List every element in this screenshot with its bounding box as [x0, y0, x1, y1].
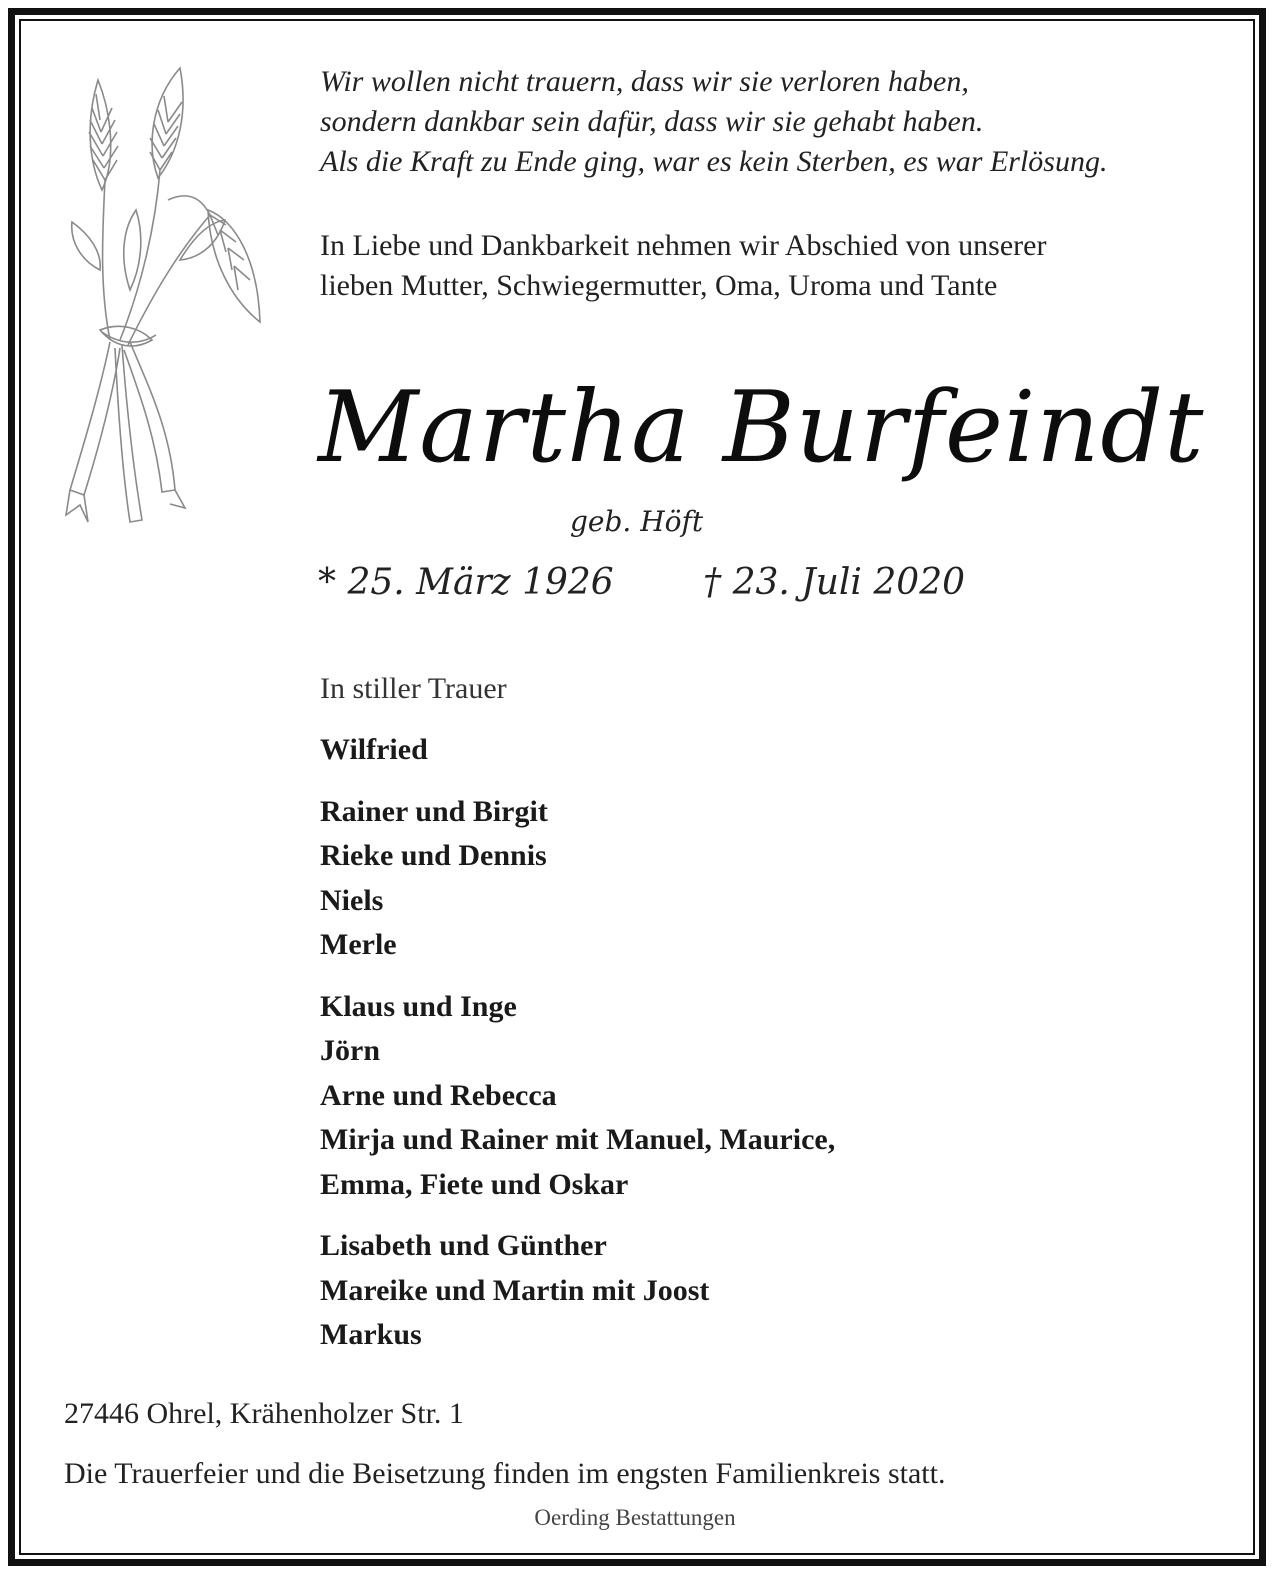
mourner-group	[320, 728, 835, 773]
farewell-text	[320, 226, 1046, 306]
farewell-line: In Liebe und Dankbarkeit nehmen wir Abschied von unserer	[320, 229, 1047, 262]
wheat-sheaf-icon	[60, 60, 270, 530]
poem	[320, 62, 1107, 182]
poem-line: sondern dankbar sein dafür, dass wir sie gehabt haben.	[320, 105, 984, 138]
life-dates	[318, 562, 965, 603]
family-address: 27446 Ohrel, Krähenholzer Str. 1	[64, 1397, 464, 1430]
mourner-line: Niels	[320, 883, 384, 917]
mourner-line: Markus	[320, 1318, 422, 1351]
mourner-group	[320, 1224, 835, 1358]
mourner-line: Rieke und Dennis	[320, 839, 547, 872]
mourner-line: Rainer und Birgit	[320, 794, 548, 828]
mourner-line: Arne und Rebecca	[320, 1078, 557, 1112]
mourner-line: Klaus und Inge	[320, 989, 517, 1023]
deceased-name: Martha Burfeindt	[318, 371, 1205, 485]
mourner-line: Merle	[320, 928, 397, 961]
birth-date: * 25. März 1926	[318, 562, 614, 603]
mourner-group	[320, 790, 835, 968]
mourners-list	[320, 728, 835, 1375]
mourner-line: Wilfried	[320, 733, 428, 766]
poem-line: Wir wollen nicht trauern, dass wir sie verloren haben,	[320, 65, 969, 98]
funeral-note: Die Trauerfeier und die Beisetzung finden im engsten Familienkreis statt.	[64, 1457, 946, 1490]
mourner-line: Mirja und Rainer mit Manuel, Maurice,	[320, 1123, 836, 1156]
mourner-line: Jörn	[320, 1034, 380, 1067]
undertaker-credit: Oerding Bestattungen	[534, 1505, 736, 1530]
mourner-group	[320, 985, 835, 1208]
poem-line: Als die Kraft zu Ende ging, war es kein Sterben, es war Erlösung.	[320, 145, 1108, 178]
birth-name: geb. Höft	[570, 505, 704, 538]
mourner-line: Emma, Fiete und Oskar	[320, 1167, 629, 1201]
farewell-line: lieben Mutter, Schwiegermutter, Oma, Uroma und Tante	[320, 269, 998, 302]
mourner-line: Mareike und Martin mit Joost	[320, 1273, 710, 1307]
mourning-intro: In stiller Trauer	[320, 672, 507, 705]
death-date: † 23. Juli 2020	[703, 562, 965, 603]
mourner-line: Lisabeth und Günther	[320, 1229, 607, 1262]
